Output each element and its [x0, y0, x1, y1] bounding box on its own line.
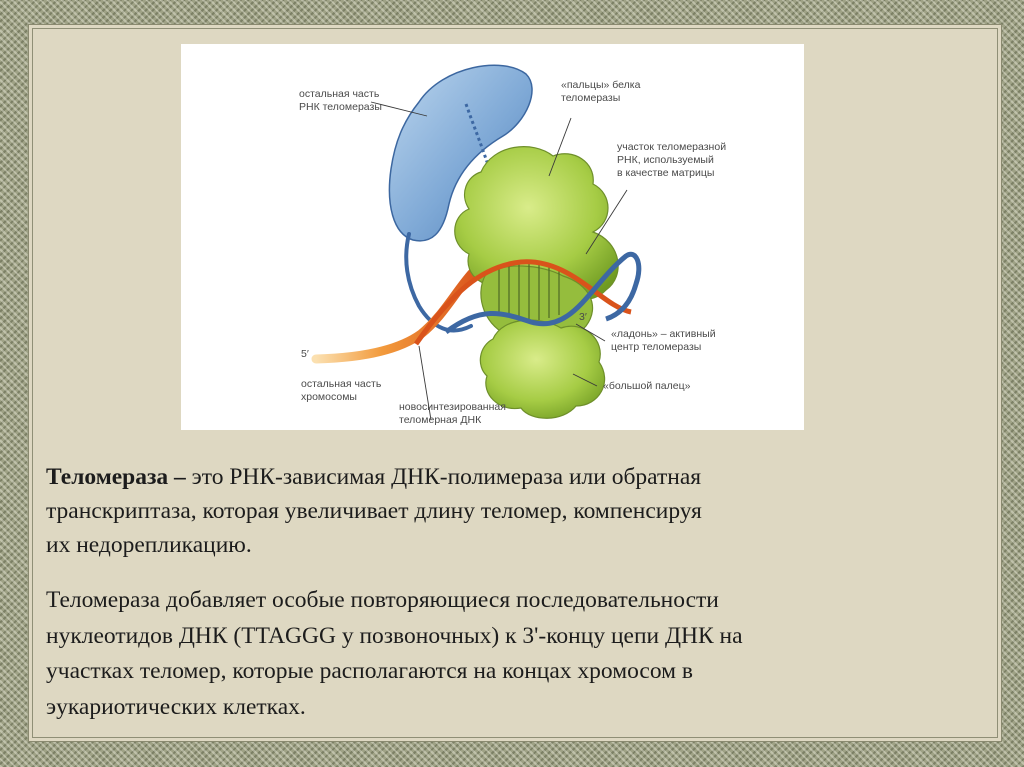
label-template-2: РНК, используемый [617, 154, 714, 166]
slide [28, 24, 1002, 742]
label-fingers-2: теломеразы [561, 92, 621, 104]
function-line-1: Теломераза добавляет особые повторяющиеся последовательности [46, 587, 719, 613]
term-telomerase: Теломераза – [46, 464, 186, 490]
chromosome-strand [316, 264, 481, 359]
definition-line-2: транскриптаза, которая увеличивает длину теломер, компенсируя [46, 498, 702, 524]
label-new-dna-2: теломерная ДНК [399, 414, 482, 426]
definition-paragraph [46, 460, 966, 562]
label-palm-2: центр теломеразы [611, 341, 702, 353]
label-chromosome-1: остальная часть [301, 378, 382, 390]
label-five-prime: 5′ [301, 348, 309, 360]
label-new-dna-1: новосинтезированная [399, 401, 506, 413]
telomerase-diagram [181, 44, 804, 430]
definition-line-1 [46, 460, 966, 494]
label-fingers-1: «пальцы» белка [561, 79, 641, 91]
label-three-prime: 3′ [579, 311, 587, 323]
label-chromosome-2: хромосомы [301, 391, 357, 403]
label-rna-rest-2: РНК теломеразы [299, 101, 382, 113]
label-palm-1: «ладонь» – активный [611, 328, 716, 340]
label-rna-rest-1: остальная часть [299, 88, 380, 100]
function-line-2: нуклеотидов ДНК (TTAGGG у позвоночных) к 3'-концу цепи ДНК на [46, 622, 743, 649]
label-template-1: участок теломеразной [617, 141, 727, 153]
telomerase-figure [181, 44, 804, 430]
function-line-3: участках теломер, которые располагаются на концах хромосом в [46, 658, 693, 684]
function-paragraph [46, 583, 986, 725]
function-line-4: эукариотических клетках. [46, 693, 306, 720]
label-thumb: «большой палец» [603, 380, 691, 392]
definition-line-1-rest: это РНК-зависимая ДНК-полимераза или обратная [185, 464, 702, 490]
definition-line-3: их недорепликацию. [46, 532, 252, 558]
label-template-3: в качестве матрицы [617, 167, 715, 179]
